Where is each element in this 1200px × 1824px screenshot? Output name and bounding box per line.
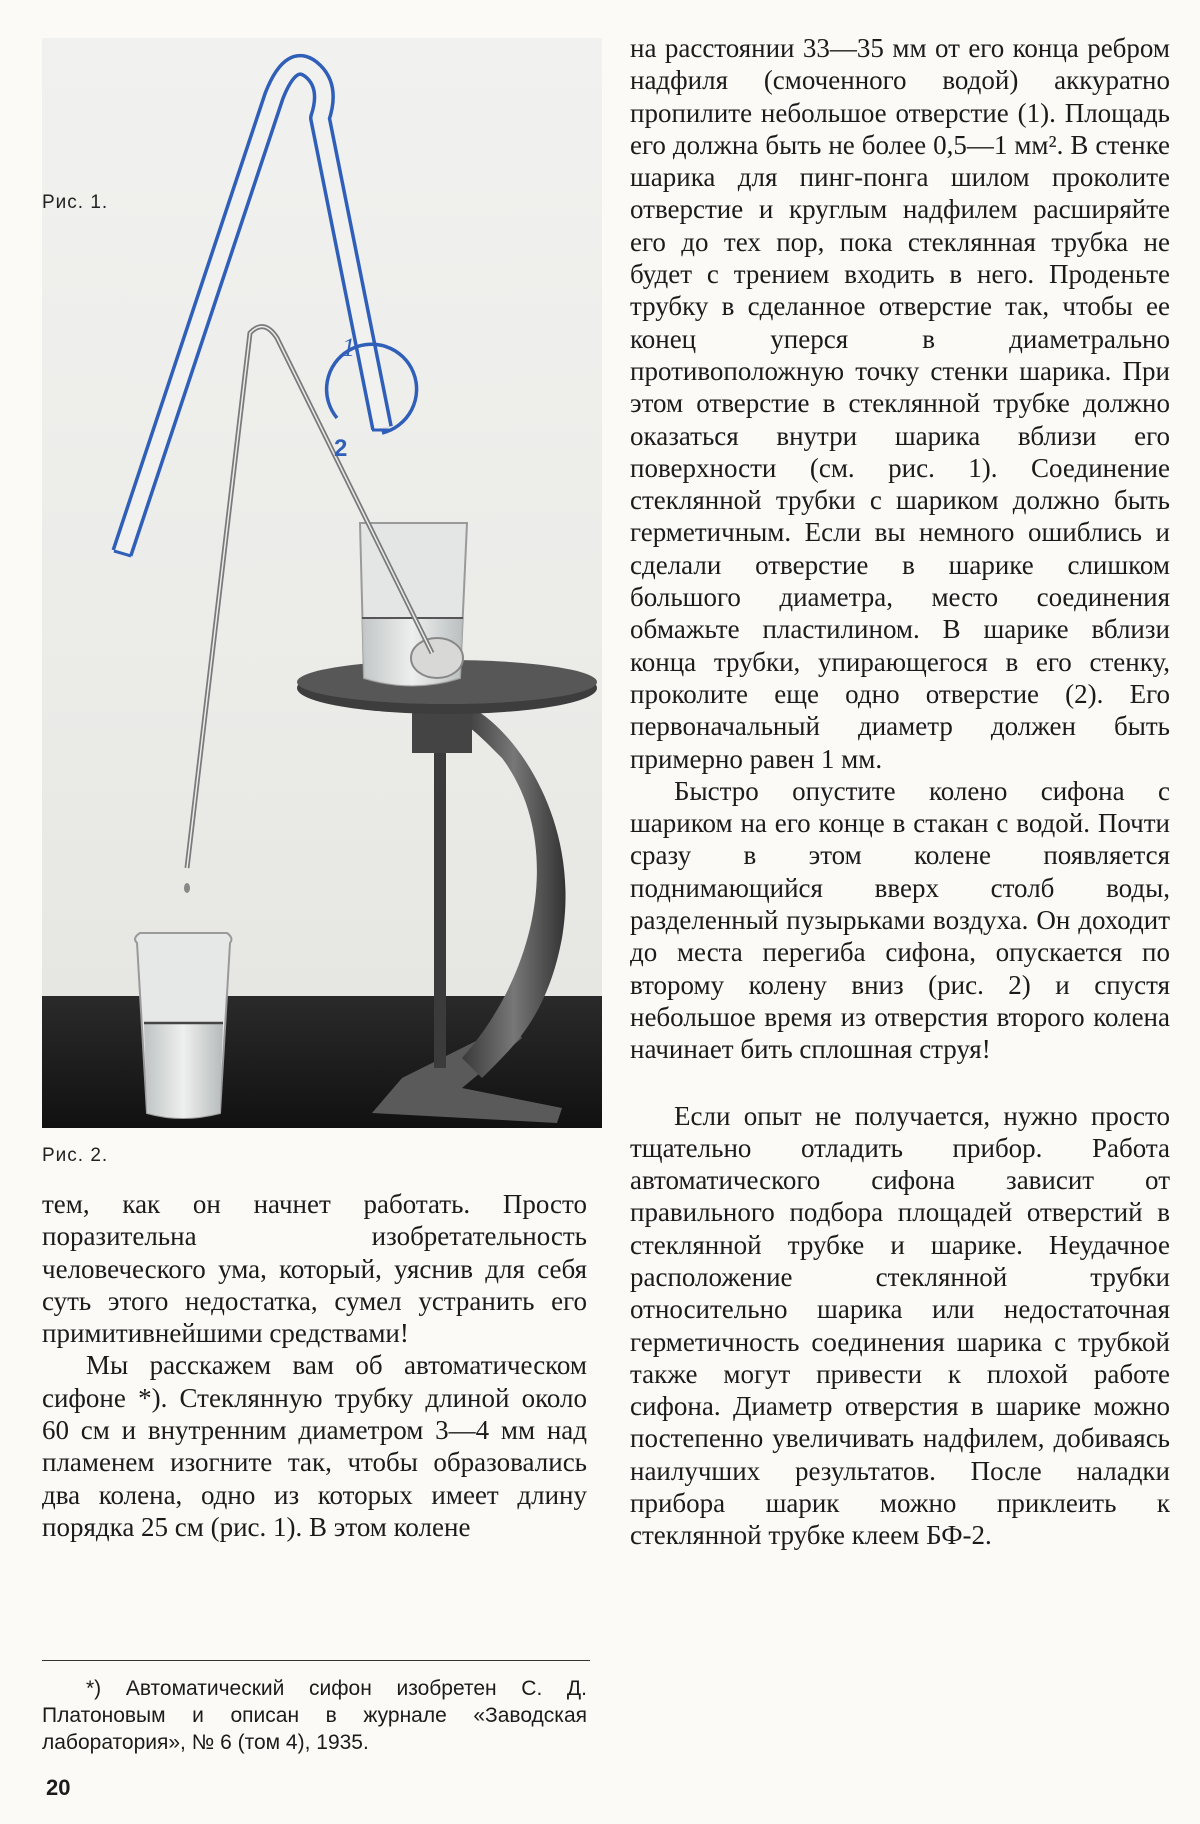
figure-1-tube-outline [122,65,382,553]
footnote-divider [42,1660,590,1661]
ping-pong-ball [411,638,463,678]
footnote-text: *) Автоматический сифон изобретен С. Д. Платоновым и описан в журнале «Заводская лаборатория», № 6 (том 4), 1935. [42,1677,587,1754]
paragraph-troubleshooting: Если опыт не получается, нужно просто тщательно отладить прибор. Работа автоматического сифона зависит от правильного подбора площадей отверстий в стеклянной трубке и шарике. Неудачное расположение стеклянной трубки относительно шарика или недостаточная герметичность соединения шарика с трубкой также могут привести к плохой работе сифона. Диаметр отверстия в шарике можно постепенно увеличивать надфилем, добиваясь наилучших результатов. После наладки прибора шарик можно приклеить к стеклянной трубке клеем БФ-2. [630,1100,1170,1551]
figure-1-marker-1: 1 [342,333,355,362]
figure-1-caption: Рис. 1. [42,192,109,213]
paragraph-instructions: Мы расскажем вам об автоматическом сифоне *). Стеклянную трубку длиной около 60 см и внутренним диаметром 3—4 мм над пламенем изогните так, чтобы образовались два колена, одно из которых имеет длину порядка 25 см (рис. 1). В этом колене [42,1350,587,1542]
page-number: 20 [46,1775,71,1800]
stand-clamp [412,713,472,753]
paragraph-continuation: на расстоянии 33—35 мм от его конца ребром надфиля (смоченного водой) аккуратно пропилите небольшое отверстие (1). Площадь его должна быть не более 0,5—1 мм². В стенке шарика для пинг-понга шилом проколите отверстие и круглым надфилем расширяйте его до тех пор, пока стеклянная трубка не будет с трением входить в него. Проденьте трубку в сделанное отверстие так, чтобы ее конец уперся в диаметрально противоположную точку стенки шарика. При этом отверстие в стеклянной трубке должно оказаться внутри шарика вблизи его поверхности (см. рис. 1). Соединение стеклянной трубки с шариком должно быть герметичным. Если вы немного ошиблись и сделали отверстие в шарике слишком большого диаметра, место соединения обмажьте пластилином. В шарике вблизи конца трубки, упирающегося в его стенку, проколите еще одно отверстие (2). Его первоначальный диаметр должен быть примерно равен 1 мм. [630,33,1170,774]
siphon-illustration [42,38,602,1128]
figure-2-photo [42,38,602,1128]
figure-2-caption: Рис. 2. [42,1145,109,1166]
figure-1-marker-2: 2 [334,435,348,462]
left-column [42,1188,587,1543]
paragraph-experiment: Быстро опустите колено сифона с шариком на его конце в стакан с водой. Почти сразу в этом колене появляется поднимающийся вверх столб воды, разделенный пузырьками воздуха. Он доходит до места перегиба сифона, опускается по второму колену вниз (рис. 2) и спустя небольшое время из отверстия второго колена начинает бить сплошная струя! [630,775,1170,1065]
footnote [42,1675,587,1756]
paragraph-intro: тем, как он начнет работать. Просто поразительна изобретательность человеческого ума, который, уяснив для себя суть этого недостатка, сумел устранить его примитивнейшими средствами! [42,1189,587,1349]
water-drop [184,883,190,893]
right-column [630,32,1170,1552]
